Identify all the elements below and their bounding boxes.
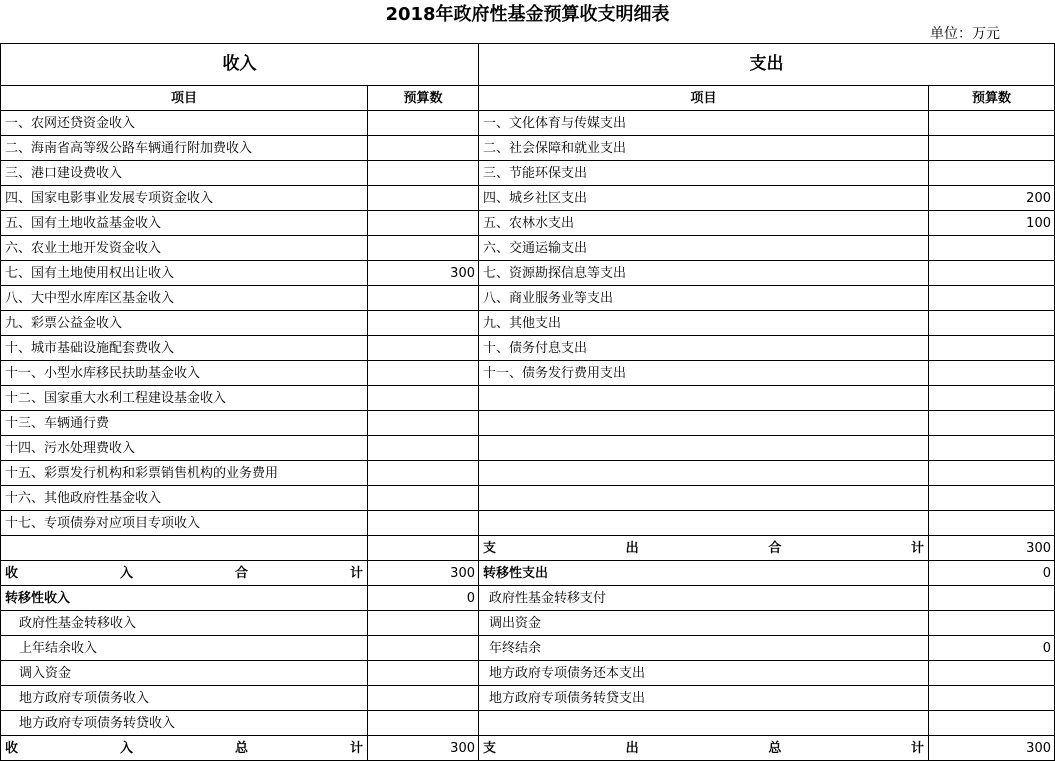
expense-value xyxy=(929,461,1055,486)
income-total-label xyxy=(5,562,363,585)
transfer-in-value: 0 xyxy=(368,586,479,611)
expense-item: 十一、债务发行费用支出 xyxy=(479,361,929,386)
income-item: 一、农网还贷资金收入 xyxy=(1,111,368,136)
income-value xyxy=(368,711,479,736)
expense-value xyxy=(929,111,1055,136)
expense-item xyxy=(479,411,929,436)
expense-value: 100 xyxy=(929,211,1055,236)
table-row xyxy=(1,486,1055,511)
income-item: 三、港口建设费收入 xyxy=(1,161,368,186)
table-row xyxy=(1,286,1055,311)
expense-item: 三、节能环保支出 xyxy=(479,161,929,186)
income-item: 十三、车辆通行费 xyxy=(1,411,368,436)
expense-total-char: 支 xyxy=(483,540,497,556)
expense-item-header: 项目 xyxy=(479,86,929,111)
expense-item: 七、资源勘探信息等支出 xyxy=(479,261,929,286)
income-value xyxy=(368,386,479,411)
expense-section-header: 支出 xyxy=(479,44,1055,86)
income-item: 八、大中型水库库区基金收入 xyxy=(1,286,368,311)
income-item: 十七、专项债券对应项目专项收入 xyxy=(1,511,368,536)
income-grand-total-char: 计 xyxy=(349,740,363,756)
income-value xyxy=(368,361,479,386)
expense-item: 十、债务付息支出 xyxy=(479,336,929,361)
income-grand-total-char: 收 xyxy=(5,740,19,756)
expense-value xyxy=(929,411,1055,436)
expense-item xyxy=(479,461,929,486)
income-value xyxy=(368,636,479,661)
table-row xyxy=(1,361,1055,386)
table-row xyxy=(1,136,1055,161)
transfer-out-value: 0 xyxy=(929,561,1055,586)
table-row xyxy=(1,686,1055,711)
income-value xyxy=(368,286,479,311)
income-item: 调入资金 xyxy=(1,661,368,686)
expense-item xyxy=(479,486,929,511)
income-value xyxy=(368,461,479,486)
income-item: 二、海南省高等级公路车辆通行附加费收入 xyxy=(1,136,368,161)
table-row xyxy=(1,186,1055,211)
income-total-char: 合 xyxy=(234,565,248,581)
income-item: 上年结余收入 xyxy=(1,636,368,661)
table-row xyxy=(1,661,1055,686)
table-row xyxy=(1,386,1055,411)
table-row xyxy=(1,311,1055,336)
income-item: 十、城市基础设施配套费收入 xyxy=(1,336,368,361)
income-value xyxy=(368,686,479,711)
table-row xyxy=(1,411,1055,436)
income-item: 地方政府专项债务转贷收入 xyxy=(1,711,368,736)
table-row xyxy=(1,636,1055,661)
income-value xyxy=(368,436,479,461)
income-item: 十二、国家重大水利工程建设基金收入 xyxy=(1,386,368,411)
income-value xyxy=(368,161,479,186)
transfer-in-label: 转移性收入 xyxy=(1,586,368,611)
income-item: 地方政府专项债务收入 xyxy=(1,686,368,711)
table-row xyxy=(1,586,1055,611)
expense-value xyxy=(929,711,1055,736)
income-section-header: 收入 xyxy=(1,44,479,86)
expense-value xyxy=(929,386,1055,411)
income-value xyxy=(368,136,479,161)
column-header-row xyxy=(1,86,1055,111)
income-item: 六、农业土地开发资金收入 xyxy=(1,236,368,261)
income-value xyxy=(368,236,479,261)
income-value xyxy=(368,311,479,336)
income-total-char: 入 xyxy=(119,565,133,581)
income-item: 七、国有土地使用权出让收入 xyxy=(1,261,368,286)
table-row xyxy=(1,336,1055,361)
income-item: 九、彩票公益金收入 xyxy=(1,311,368,336)
expense-grand-total-char: 总 xyxy=(768,740,782,756)
expense-total xyxy=(479,536,929,561)
expense-item: 地方政府专项债务转贷支出 xyxy=(479,686,929,711)
expense-item: 九、其他支出 xyxy=(479,311,929,336)
income-item: 十六、其他政府性基金收入 xyxy=(1,486,368,511)
expense-item: 六、交通运输支出 xyxy=(479,236,929,261)
income-value xyxy=(368,111,479,136)
grand-total-row xyxy=(1,736,1055,761)
income-item-header: 项目 xyxy=(1,86,368,111)
table-row xyxy=(1,111,1055,136)
section-header-row xyxy=(1,44,1055,86)
expense-item xyxy=(479,511,929,536)
expense-item: 调出资金 xyxy=(479,611,929,636)
income-grand-total xyxy=(1,736,368,761)
table-row xyxy=(1,436,1055,461)
income-budget-header: 预算数 xyxy=(368,86,479,111)
expense-item: 年终结余 xyxy=(479,636,929,661)
expense-total-char: 出 xyxy=(625,540,639,556)
expense-item: 八、商业服务业等支出 xyxy=(479,286,929,311)
expense-grand-total-label xyxy=(483,737,924,760)
expense-grand-total-char: 支 xyxy=(483,740,497,756)
income-value xyxy=(368,211,479,236)
expense-grand-total-char: 出 xyxy=(625,740,639,756)
income-item: 十四、污水处理费收入 xyxy=(1,436,368,461)
table-row xyxy=(1,211,1055,236)
expense-item: 二、社会保障和就业支出 xyxy=(479,136,929,161)
table-row xyxy=(1,261,1055,286)
page-title: 2018年政府性基金预算收支明细表 xyxy=(385,4,670,25)
expense-item xyxy=(479,436,929,461)
expense-budget-header: 预算数 xyxy=(929,86,1055,111)
income-item xyxy=(1,536,368,561)
income-value xyxy=(368,611,479,636)
expense-total-char: 计 xyxy=(910,540,924,556)
table-row xyxy=(1,711,1055,736)
income-total-char: 收 xyxy=(5,565,19,581)
expense-value xyxy=(929,136,1055,161)
expense-total-char: 合 xyxy=(768,540,782,556)
expense-value xyxy=(929,161,1055,186)
expense-value xyxy=(929,611,1055,636)
income-item: 十一、小型水库移民扶助基金收入 xyxy=(1,361,368,386)
transfer-out-label: 转移性支出 xyxy=(479,561,929,586)
table-row xyxy=(1,236,1055,261)
expense-total-value: 300 xyxy=(929,536,1055,561)
income-grand-total-char: 总 xyxy=(234,740,248,756)
income-value xyxy=(368,486,479,511)
income-value xyxy=(368,536,479,561)
income-value xyxy=(368,411,479,436)
unit-label: 单位：万元 xyxy=(930,26,1000,42)
table-row xyxy=(1,161,1055,186)
expense-item xyxy=(479,711,929,736)
income-value xyxy=(368,336,479,361)
budget-table xyxy=(0,43,1055,761)
table-row xyxy=(1,611,1055,636)
income-grand-total-label xyxy=(5,737,363,760)
expense-value xyxy=(929,336,1055,361)
expense-value xyxy=(929,686,1055,711)
income-total-char: 计 xyxy=(349,565,363,581)
income-value xyxy=(368,511,479,536)
expense-item: 四、城乡社区支出 xyxy=(479,186,929,211)
income-grand-value: 300 xyxy=(368,736,479,761)
expense-value xyxy=(929,661,1055,686)
expense-value xyxy=(929,586,1055,611)
income-item: 十五、彩票发行机构和彩票销售机构的业务费用 xyxy=(1,461,368,486)
income-item: 政府性基金转移收入 xyxy=(1,611,368,636)
expense-item: 政府性基金转移支付 xyxy=(479,586,929,611)
expense-item xyxy=(479,386,929,411)
income-item: 四、国家电影事业发展专项资金收入 xyxy=(1,186,368,211)
income-item: 五、国有土地收益基金收入 xyxy=(1,211,368,236)
expense-value: 200 xyxy=(929,186,1055,211)
expense-grand-total-char: 计 xyxy=(910,740,924,756)
income-grand-total-char: 入 xyxy=(119,740,133,756)
expense-value xyxy=(929,236,1055,261)
income-value: 300 xyxy=(368,261,479,286)
expense-value xyxy=(929,486,1055,511)
expense-item: 一、文化体育与传媒支出 xyxy=(479,111,929,136)
expense-value xyxy=(929,286,1055,311)
expense-total-label xyxy=(483,537,924,560)
expense-grand-total xyxy=(479,736,929,761)
expense-value xyxy=(929,436,1055,461)
table-row xyxy=(1,511,1055,536)
income-value xyxy=(368,186,479,211)
expense-item: 地方政府专项债务还本支出 xyxy=(479,661,929,686)
expense-value: 0 xyxy=(929,636,1055,661)
income-total-value: 300 xyxy=(368,561,479,586)
expense-value xyxy=(929,261,1055,286)
expense-item: 五、农林水支出 xyxy=(479,211,929,236)
income-total xyxy=(1,561,368,586)
expense-grand-value: 300 xyxy=(929,736,1055,761)
income-total-row xyxy=(1,561,1055,586)
income-value xyxy=(368,661,479,686)
expense-value xyxy=(929,511,1055,536)
expense-total-row xyxy=(1,536,1055,561)
table-row xyxy=(1,461,1055,486)
expense-value xyxy=(929,361,1055,386)
expense-value xyxy=(929,311,1055,336)
